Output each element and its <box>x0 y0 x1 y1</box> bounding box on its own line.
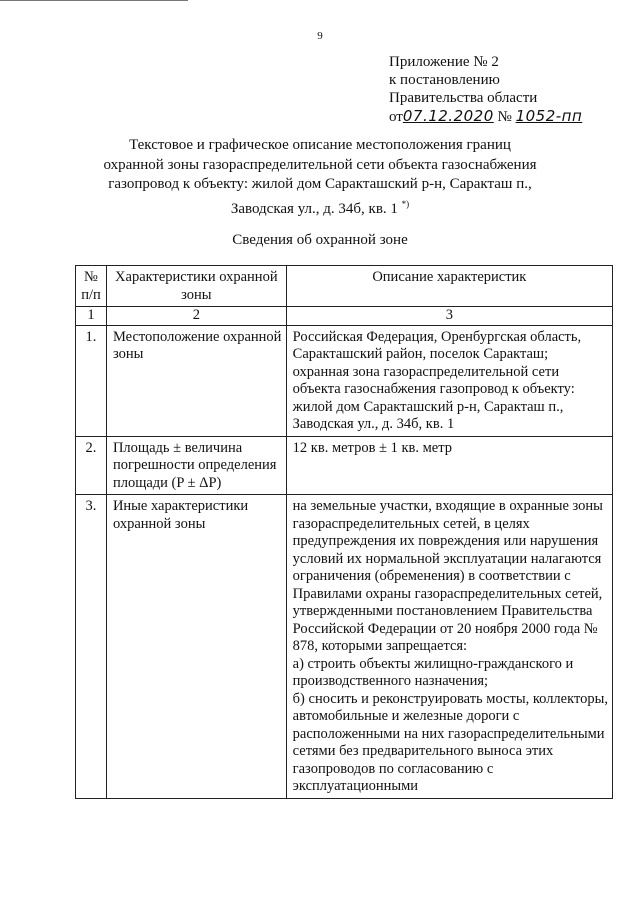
table-row <box>76 325 613 436</box>
title-line-2: охранной зоны газораспределительной сети объекта газоснабжения <box>103 156 537 173</box>
page-number: 9 <box>317 30 323 42</box>
title-line-3: газопровод к объекту: жилой дом Саракташский р-н, Саракташ п., <box>108 176 532 192</box>
section-subtitle: Сведения об охранной зоне <box>232 232 408 248</box>
row-number: 3. <box>76 495 107 799</box>
appendix-line-3: Правительства области <box>389 90 538 106</box>
title-line-4-text: Заводская ул., д. 34б, кв. 1 <box>230 200 398 217</box>
prohibition-item-b: б) сносить и реконструировать мосты, коллекторы, автомобильные и железные дороги с расположенными на них газораспределительными сетями без предварительного выноса этих газопроводов по согласованию с эксплуатационными <box>292 690 608 794</box>
appendix-line-1: Приложение № 2 <box>389 54 499 70</box>
row-number: 2. <box>76 436 107 495</box>
row-description: на земельные участки, входящие в охранные зоны газораспределительных сетей, в целях предупреждения их повреждения или нарушения условий их нормальной эксплуатации налагаются ограничения (обременения) в соответствии с Правилами охраны газораспределительных сетей, утвержденными постановлением Правительства Российской Федерации от 20 ноября 2000 года № 878, которыми запрещается: <box>292 498 603 654</box>
scan-edge-line <box>0 0 188 1</box>
title-line-1: Текстовое и графическое описание местоположения границ <box>129 137 511 153</box>
table-index-row <box>76 307 613 326</box>
index-cell: 1 <box>76 307 107 326</box>
appendix-number: 1052-пп <box>515 107 583 125</box>
appendix-date-line <box>389 107 582 126</box>
appendix-line-2: к постановлению <box>389 72 500 88</box>
table-row <box>76 436 613 495</box>
appendix-block <box>389 53 582 126</box>
header-description: Описание характеристик <box>286 266 612 307</box>
appendix-number-sign: № <box>497 109 512 125</box>
table-row <box>76 495 613 799</box>
row-number: 1. <box>76 325 107 436</box>
header-characteristics: Характеристики охранной зоны <box>106 266 286 307</box>
index-cell: 3 <box>286 307 612 326</box>
table-header-row <box>76 266 613 307</box>
header-num: № п/п <box>76 266 107 307</box>
row-characteristic: Иные характеристики охранной зоны <box>106 495 286 799</box>
title-footnote-marker: *) <box>401 198 410 209</box>
row-description: 12 кв. метров ± 1 кв. метр <box>286 436 612 495</box>
title-line-4 <box>0 195 640 220</box>
prohibition-item-a: а) строить объекты жилищно-гражданского и производственного назначения; <box>292 655 574 689</box>
row-characteristic: Площадь ± величина погрешности определения площади (P ± ΔP) <box>106 436 286 495</box>
row-description: Российская Федерация, Оренбургская область, Саракташский район, поселок Саракташ; охранная зона газораспределительной сети объекта газоснабжения газопровод к объекту: жилой дом Саракташский р-н, Саракташ п., Заводская ул., д. 34б, кв. 1 <box>286 325 612 436</box>
appendix-date-prefix: от <box>389 109 403 125</box>
zone-info-table <box>75 265 613 799</box>
document-title <box>0 136 640 219</box>
row-characteristic: Местоположение охранной зоны <box>106 325 286 436</box>
index-cell: 2 <box>106 307 286 326</box>
row-description-cell <box>286 495 612 799</box>
appendix-date: 07.12.2020 <box>402 107 494 125</box>
